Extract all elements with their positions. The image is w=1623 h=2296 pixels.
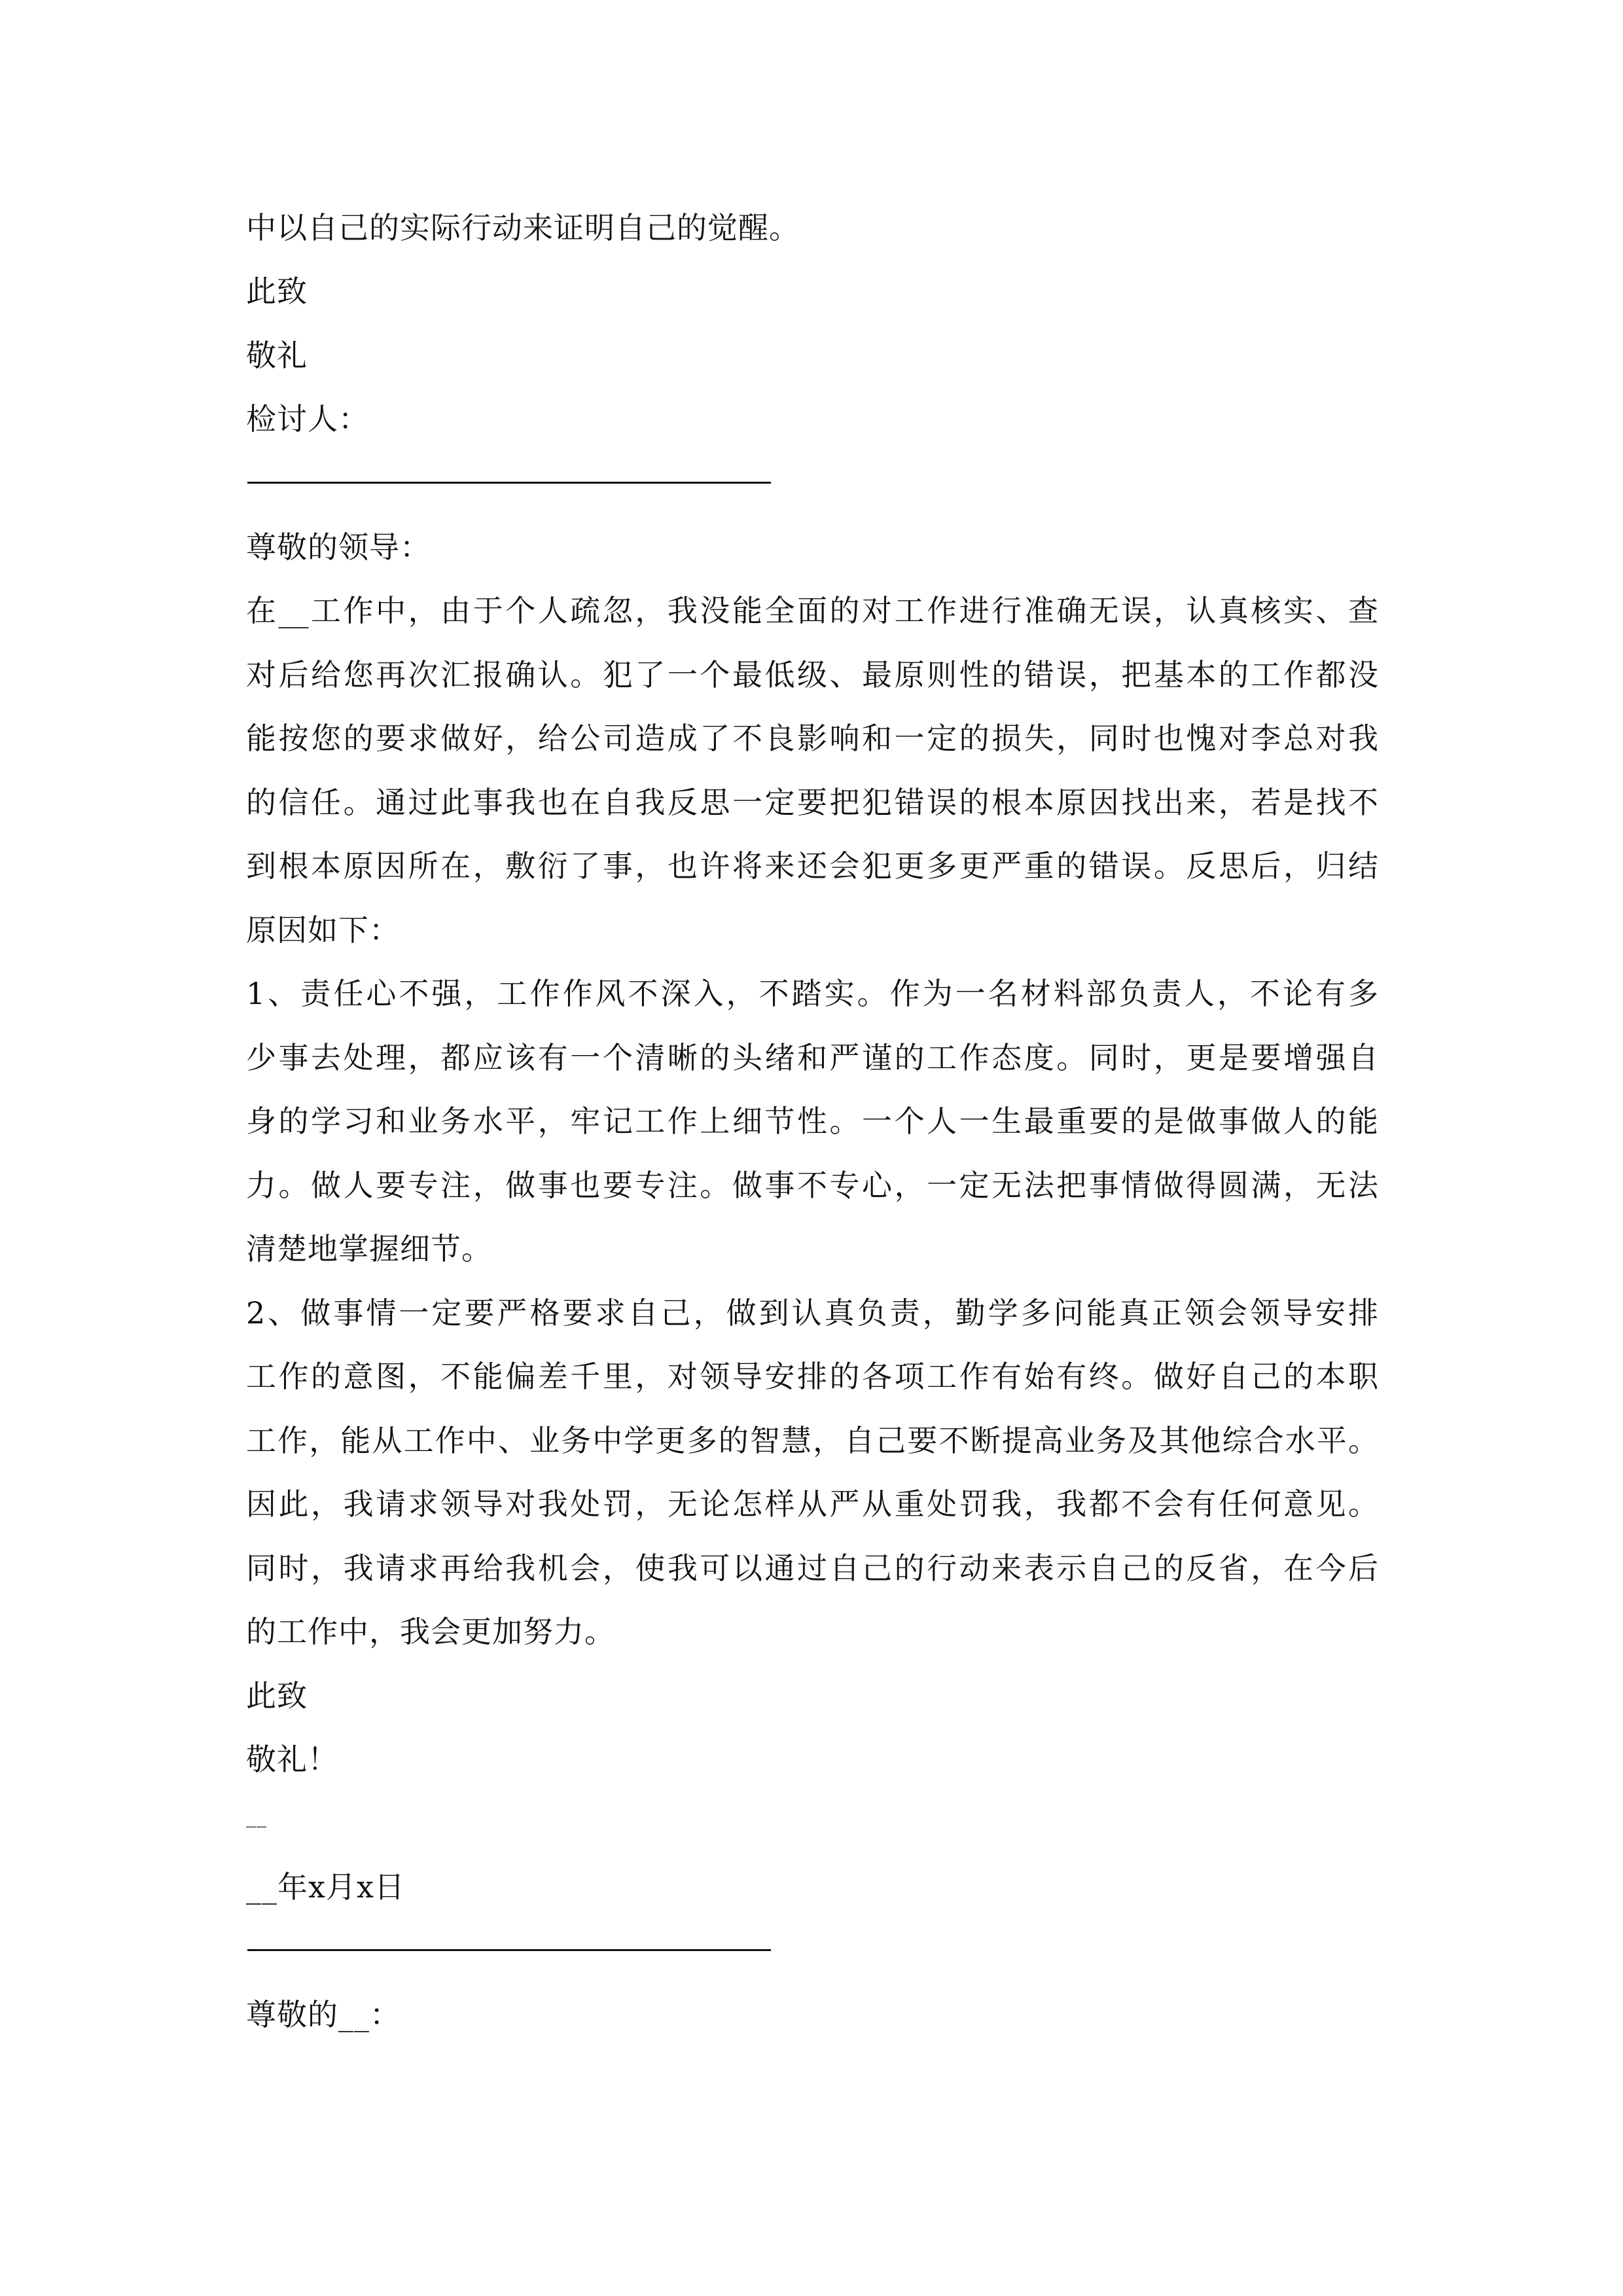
- paragraph-line: 对后给您再次汇报确认。犯了一个最低级、最原则性的错误，把基本的工作都没: [246, 657, 1378, 692]
- section-divider: [247, 482, 771, 484]
- signature-blank: __: [246, 1805, 267, 1828]
- list-item-line: 身的学习和业务水平，牢记工作上细节性。一个人一生最重要的是做事做人的能: [246, 1103, 1378, 1139]
- closing-salutation: 此致: [246, 1678, 308, 1713]
- list-item-line: 同时，我请求再给我机会，使我可以通过自己的行动来表示自己的反省，在今后: [246, 1551, 1378, 1586]
- paragraph-line: 原因如下：: [246, 912, 400, 948]
- list-item-line: 清楚地掌握细节。: [246, 1231, 492, 1266]
- list-item-line: 1、责任心不强，工作作风不深入，不踏实。作为一名材料部负责人，不论有多: [246, 976, 1378, 1011]
- list-item-line: 2、做事情一定要严格要求自己，做到认真负责，勤学多问能真正领会领导安排: [246, 1295, 1378, 1331]
- closing-salutation: 此致: [246, 274, 308, 309]
- list-item-line: 的工作中，我会更加努力。: [246, 1614, 615, 1649]
- paragraph-line: 到根本原因所在，敷衍了事，也许将来还会犯更多更严重的错误。反思后，归结: [246, 848, 1378, 884]
- greeting: 尊敬的领导：: [246, 529, 431, 565]
- paragraph-line: 的信任。通过此事我也在自我反思一定要把犯错误的根本原因找出来，若是找不: [246, 785, 1378, 820]
- text-line: 中以自己的实际行动来证明自己的觉醒。: [246, 210, 800, 245]
- paragraph-line: 在__工作中，由于个人疏忽，我没能全面的对工作进行准确无误，认真核实、查: [246, 593, 1378, 628]
- signature-label: 检讨人：: [246, 401, 369, 437]
- paragraph-line: 能按您的要求做好，给公司造成了不良影响和一定的损失，同时也愧对李总对我: [246, 721, 1378, 756]
- closing-regards: 敬礼！: [246, 1742, 338, 1777]
- greeting: 尊敬的__：: [246, 1997, 401, 2032]
- closing-regards: 敬礼: [246, 338, 308, 373]
- list-item-line: 少事去处理，都应该有一个清晰的头绪和严谨的工作态度。同时，更是要增强自: [246, 1040, 1378, 1075]
- list-item-line: 工作的意图，不能偏差千里，对领导安排的各项工作有始有终。做好自己的本职: [246, 1359, 1378, 1394]
- list-item-line: 力。做人要专注，做事也要专注。做事不专心，一定无法把事情做得圆满，无法: [246, 1168, 1378, 1203]
- list-item-line: 工作，能从工作中、业务中学更多的智慧，自己要不断提高业务及其他综合水平。: [246, 1423, 1378, 1458]
- list-item-line: 因此，我请求领导对我处罚，无论怎样从严从重处罚我，我都不会有任何意见。: [246, 1486, 1378, 1522]
- section-divider: [247, 1949, 771, 1951]
- date-line: __年x月x日: [246, 1869, 405, 1905]
